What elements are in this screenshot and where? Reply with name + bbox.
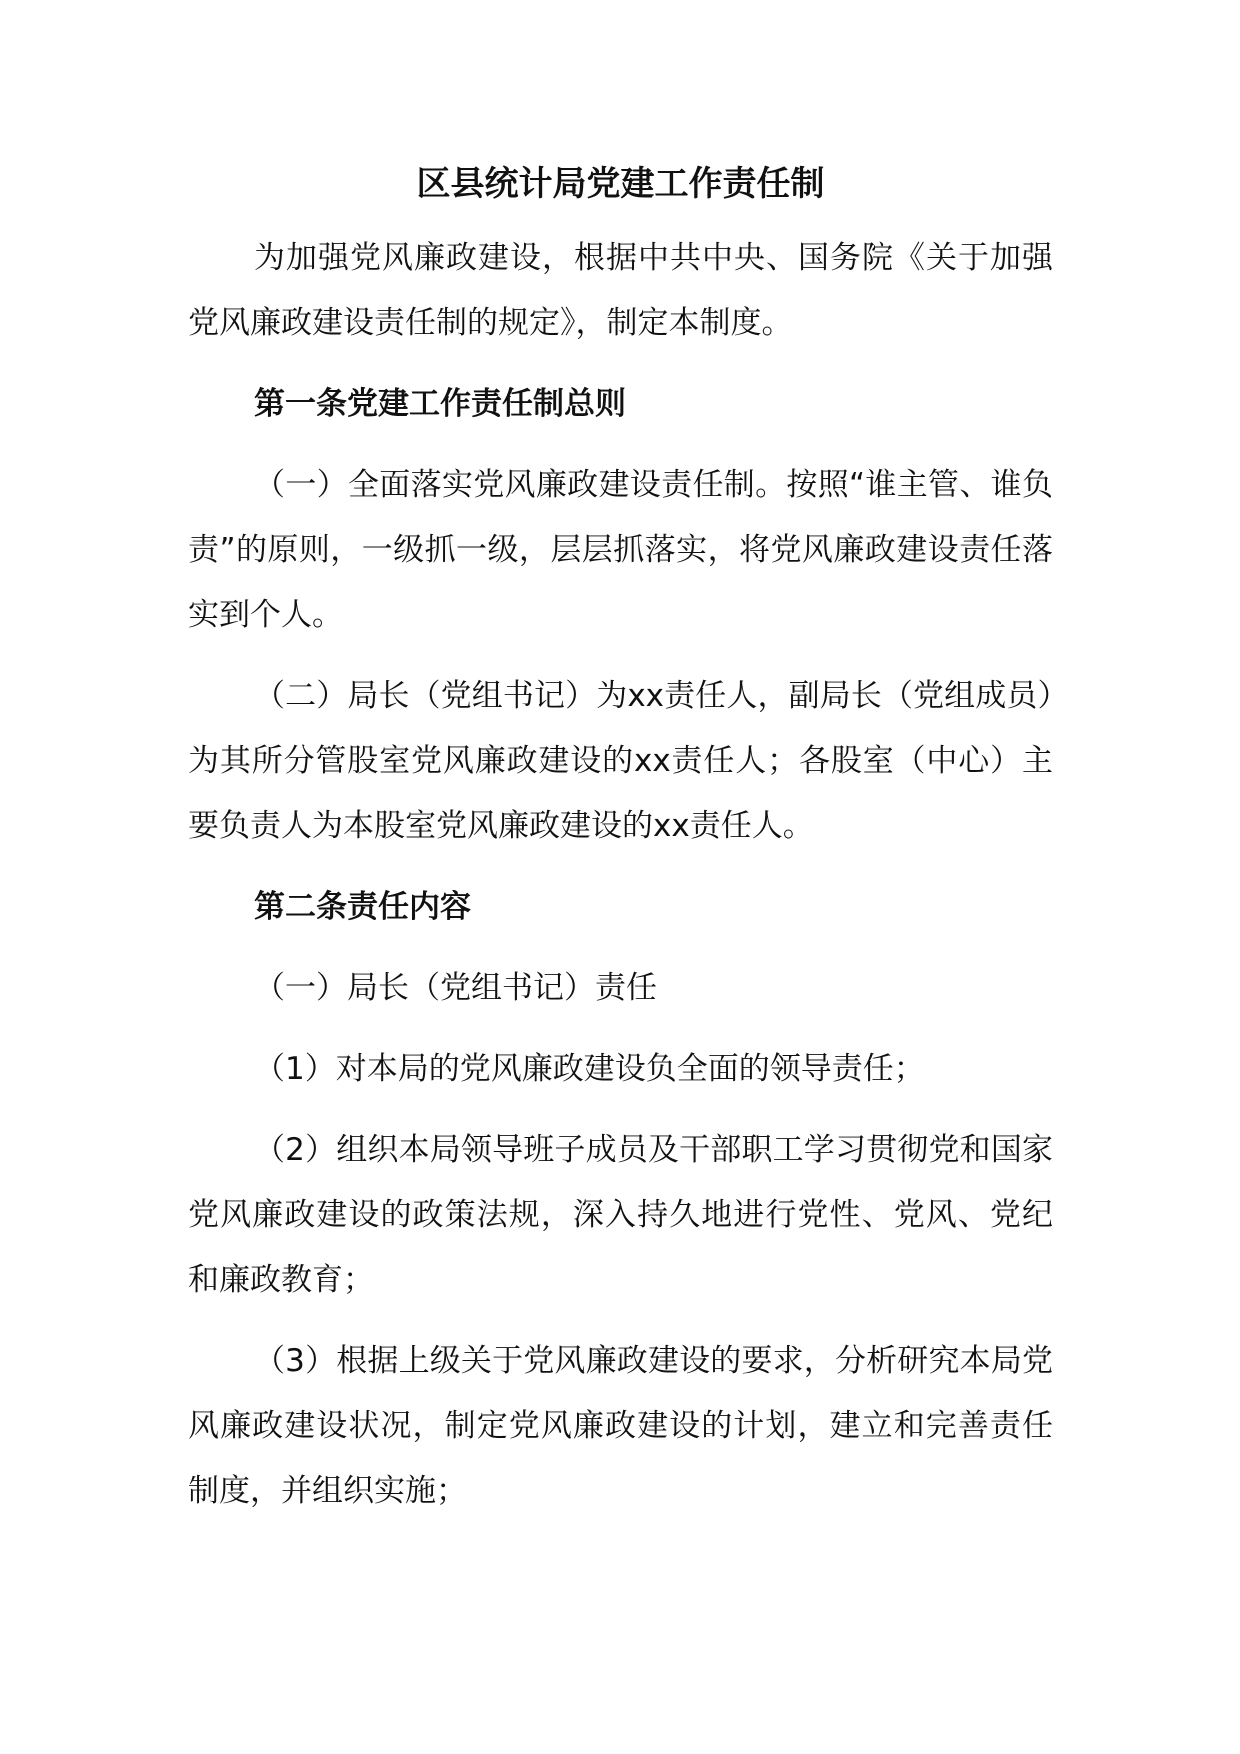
article-2-item-1: （1）对本局的党风廉政建设负全面的领导责任； [254,1051,925,1087]
intro-paragraph: 为加强党风廉政建设，根据中共中央、国务院《关于加强党风廉政建设责任制的规定》，制定本制度。 [188,240,1053,341]
article-1-item-2: （二）局长（党组书记）为xx责任人，副局长（党组成员）为其所分管股室党风廉政建设的xx责任人；各股室（中心）主要负责人为本股室党风廉政建设的xx责任人。 [188,678,1053,844]
document-title: 区县统计局党建工作责任制 [416,164,825,204]
article-1-item-1: （一）全面落实党风廉政建设责任制。按照“谁主管、谁负责”的原则，一级抓一级，层层抓落实，将党风廉政建设责任落实到个人。 [188,467,1053,633]
article-2-item-3: （3）根据上级关于党风廉政建设的要求，分析研究本局党风廉政建设状况，制定党风廉政建设的计划，建立和完善责任制度，并组织实施； [188,1343,1053,1509]
document-page [188,160,1053,1540]
article-2-subheading: （一）局长（党组书记）责任 [254,970,657,1006]
article-2-item-2: （2）组织本局领导班子成员及干部职工学习贯彻党和国家党风廉政建设的政策法规，深入持久地进行党性、党风、党纪和廉政教育； [188,1132,1053,1298]
article-1-heading: 第一条党建工作责任制总则 [254,386,626,422]
article-2-heading: 第二条责任内容 [254,889,471,925]
